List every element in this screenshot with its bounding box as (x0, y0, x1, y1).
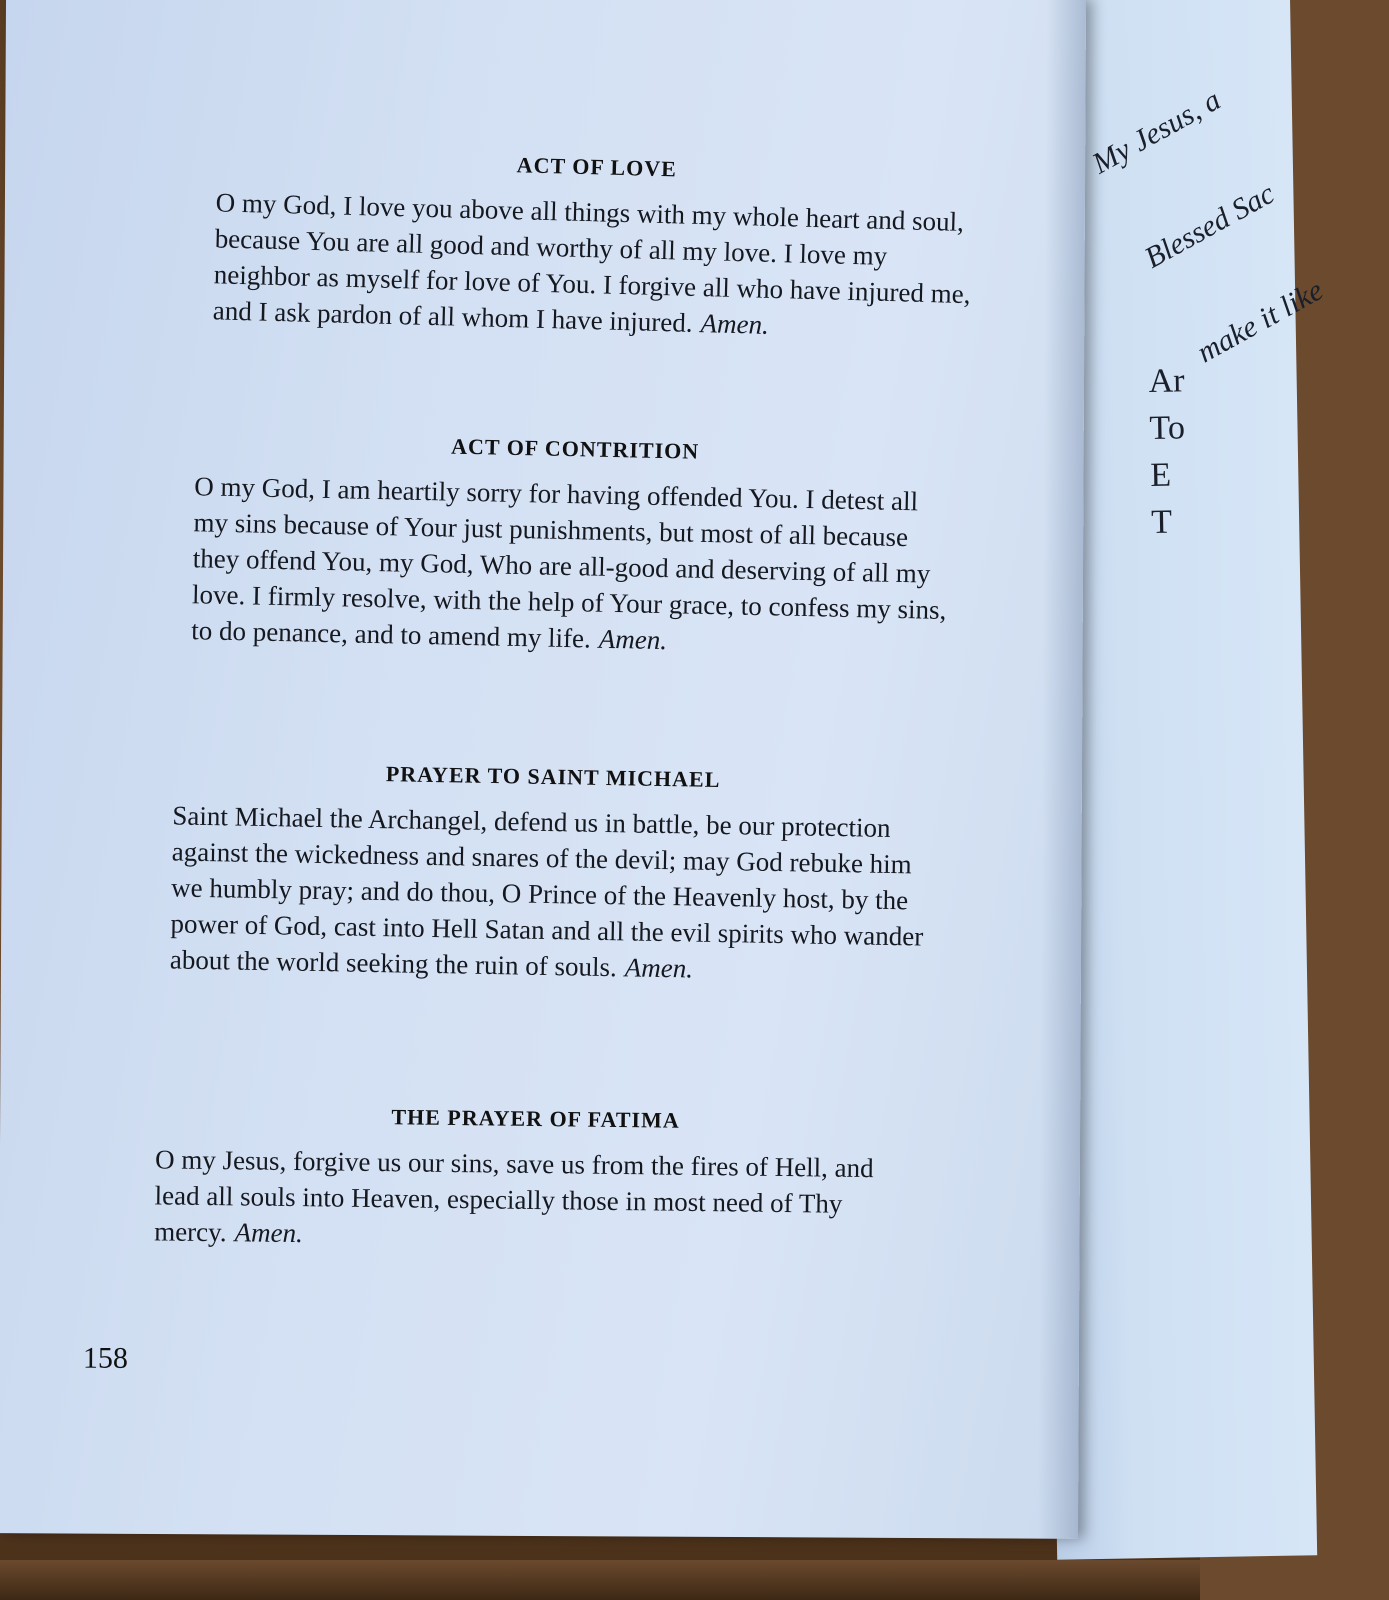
amen-text: Amen. (700, 308, 770, 340)
facing-line-start: E (1149, 456, 1172, 494)
prayer-body: O my Jesus, forgive us our sins, save us from the fires of Hell, and lead all souls into Heaven, especially those in most need of Thy mercy. (153, 1144, 874, 1248)
section-title: THE PRAYER OF FATIMA (391, 1104, 680, 1133)
page-gutter-shadow (1038, 0, 1086, 1539)
prayer-body: O my God, I love you above all things with my whole heart and soul, because You are all good and worthy of all my love. I love my neighbor as myself for love of You. I forgive all who have injured me, and I ask pardon of all whom I have injured. (212, 187, 971, 338)
facing-line-start: T (1150, 503, 1173, 541)
table-surface (0, 1560, 1200, 1600)
facing-italic-line: My Jesus, a (1086, 83, 1227, 181)
prayer-text (154, 1141, 915, 1258)
prayer-section-fatima (154, 1101, 916, 1258)
section-title: PRAYER TO SAINT MICHAEL (385, 761, 721, 792)
facing-italic-line: Blessed Sac (1139, 176, 1280, 275)
prayer-text (191, 468, 955, 664)
prayer-text (212, 184, 976, 348)
prayer-body: O my God, I am heartily sorry for having offended You. I detest all my sins because of Your just punishments, but most of all because they offend You, my God, Who are all-good and deserving of all my love. I firmly resolve, with the help of Your grace, to confess my sins, to do penance, and to amend my life. (190, 471, 947, 654)
prayer-text (170, 797, 933, 990)
page-number: 158 (82, 1341, 128, 1375)
section-title: ACT OF CONTRITION (450, 433, 700, 464)
amen-text: Amen. (598, 623, 668, 656)
prayer-section-act-of-love (212, 144, 977, 348)
prayer-section-saint-michael (170, 757, 934, 990)
amen-text: Amen. (234, 1217, 304, 1249)
facing-italic-line: make it like (1191, 273, 1329, 370)
section-title: ACT OF LOVE (516, 152, 678, 182)
facing-line-start: Ar (1148, 362, 1185, 400)
prayer-section-act-of-contrition (191, 428, 955, 664)
facing-page-italic-text (1052, 19, 1369, 434)
amen-text: Amen. (624, 952, 694, 984)
facing-page-line-starts (1148, 357, 1187, 546)
prayer-body: Saint Michael the Archangel, defend us in battle, be our protection against the wickedness and snares of the devil; may God rebuke him we humbly pray; and do thou, O Prince of the Heavenly host, by the power of God, cast into Hell Satan and all the evil spirits who wander about the world seeking the ruin of souls. (169, 800, 924, 983)
facing-line-start: To (1149, 409, 1186, 447)
